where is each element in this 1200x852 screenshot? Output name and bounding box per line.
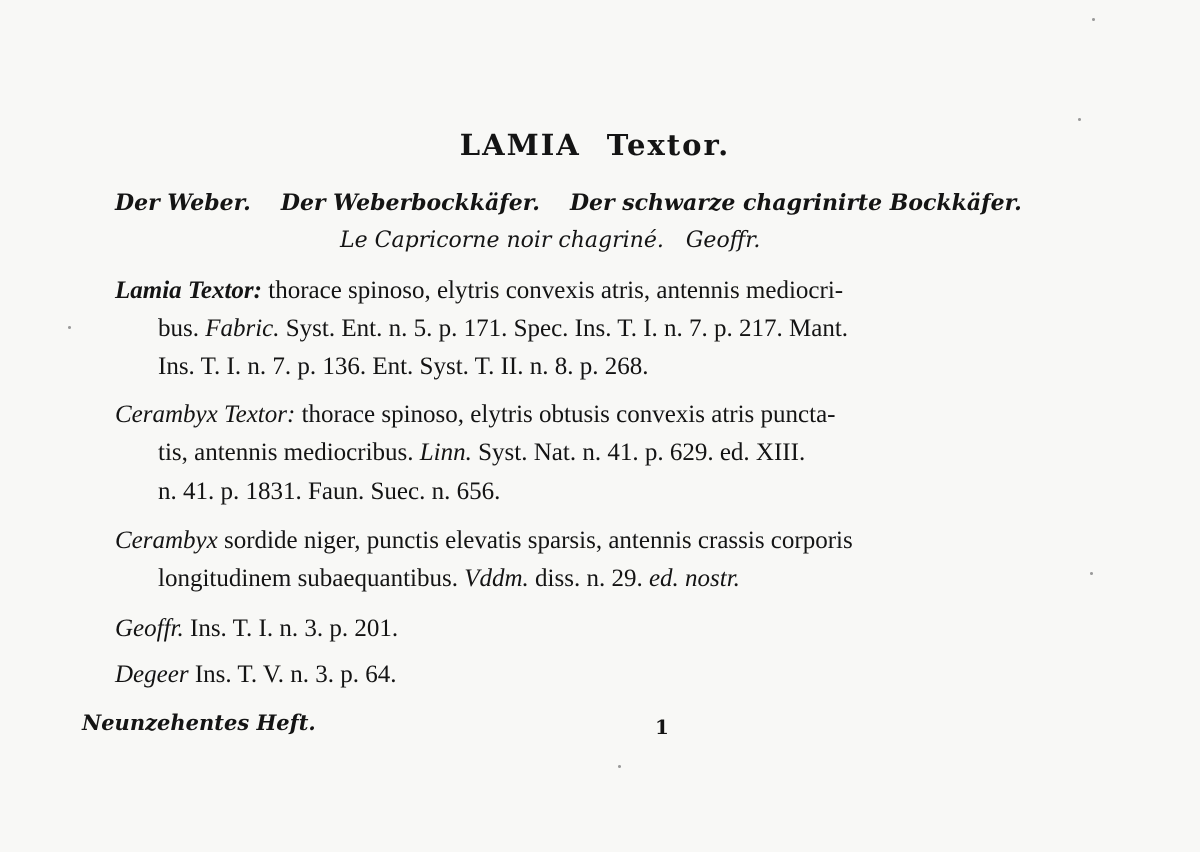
entry-2-line-1 <box>115 400 836 430</box>
entry-1-line-1 <box>115 276 843 306</box>
entry-1-line-2-text: Syst. Ent. n. 5. p. 171. Spec. Ins. T. I. n. 7. p. 217. Mant. <box>279 315 849 342</box>
title-genus: LAMIA <box>459 128 581 162</box>
entry-5-line-1-text: Ins. T. V. n. 3. p. 64. <box>188 661 397 688</box>
paper-speck <box>68 326 71 329</box>
entry-2-line-1-name: Cerambyx Textor: <box>115 401 296 428</box>
entry-5-line-1-name: Degeer <box>115 661 189 688</box>
entry-2-line-3 <box>158 477 500 507</box>
entry-2-line-2-text: Syst. Nat. n. 41. p. 629. ed. XIII. <box>471 439 806 466</box>
entry-1-line-1-name: Lamia Textor: <box>115 277 262 304</box>
common-name-citation: Geoffr. <box>685 228 761 253</box>
entry-2-line-2-author: Linn. <box>419 439 472 466</box>
entry-3-line-2 <box>158 564 740 594</box>
title-species: Textor. <box>606 128 731 162</box>
paper-speck <box>1078 118 1081 121</box>
entry-1-line-2-author: Fabric. <box>205 315 280 342</box>
paper-speck <box>1090 572 1093 575</box>
common-name-3: Der schwarze chagrinirte Bockkäfer. <box>569 190 1022 216</box>
entry-3-line-2-author: Vddm. <box>464 565 529 592</box>
entry-5-line-1 <box>115 660 396 690</box>
common-name-french: Le Capricorne noir chagriné. <box>340 228 664 253</box>
entry-1-line-3 <box>158 352 649 382</box>
common-name-1: Der Weber. <box>115 190 251 216</box>
entry-3-line-1-name: Cerambyx <box>115 527 218 554</box>
entry-1-line-1-text: thorace spinoso, elytris convexis atris, antennis mediocri- <box>262 277 844 304</box>
entry-3-line-1 <box>115 526 853 556</box>
entry-1-line-3-text: Ins. T. I. n. 7. p. 136. Ent. Syst. T. II. n. 8. p. 268. <box>158 353 649 380</box>
paper-speck <box>618 765 621 768</box>
footer-signature-mark: 1 <box>655 715 669 739</box>
entry-3-line-2-edition: ed. nostr. <box>648 565 740 592</box>
entry-4-line-1-text: Ins. T. I. n. 3. p. 201. <box>183 615 399 642</box>
entry-3-line-1-text: sordide niger, punctis elevatis sparsis, antennis crassis corporis <box>217 527 853 554</box>
entry-3-line-2-text: diss. n. 29. <box>528 565 649 592</box>
common-names-french <box>340 226 760 256</box>
page-title <box>0 128 1190 162</box>
entry-2-line-1-text: thorace spinoso, elytris obtusis convexis atris puncta- <box>295 401 836 428</box>
entry-1-line-2-lead: bus. <box>158 315 206 342</box>
entry-2-line-2-lead: tis, antennis mediocribus. <box>158 439 420 466</box>
entry-2-line-2 <box>158 438 805 468</box>
entry-4-line-1 <box>115 614 398 644</box>
footer-issue-label: Neunzehentes Heft. <box>82 710 316 735</box>
entry-4-line-1-name: Geoffr. <box>115 615 184 642</box>
common-name-2: Der Weberbockkäfer. <box>280 190 540 216</box>
common-names-german <box>115 188 1022 218</box>
paper-speck <box>1092 18 1095 21</box>
entry-2-line-3-text: n. 41. p. 1831. Faun. Suec. n. 656. <box>158 478 501 505</box>
entry-3-line-2-lead: longitudinem subaequantibus. <box>158 565 465 592</box>
entry-1-line-2 <box>158 314 848 344</box>
